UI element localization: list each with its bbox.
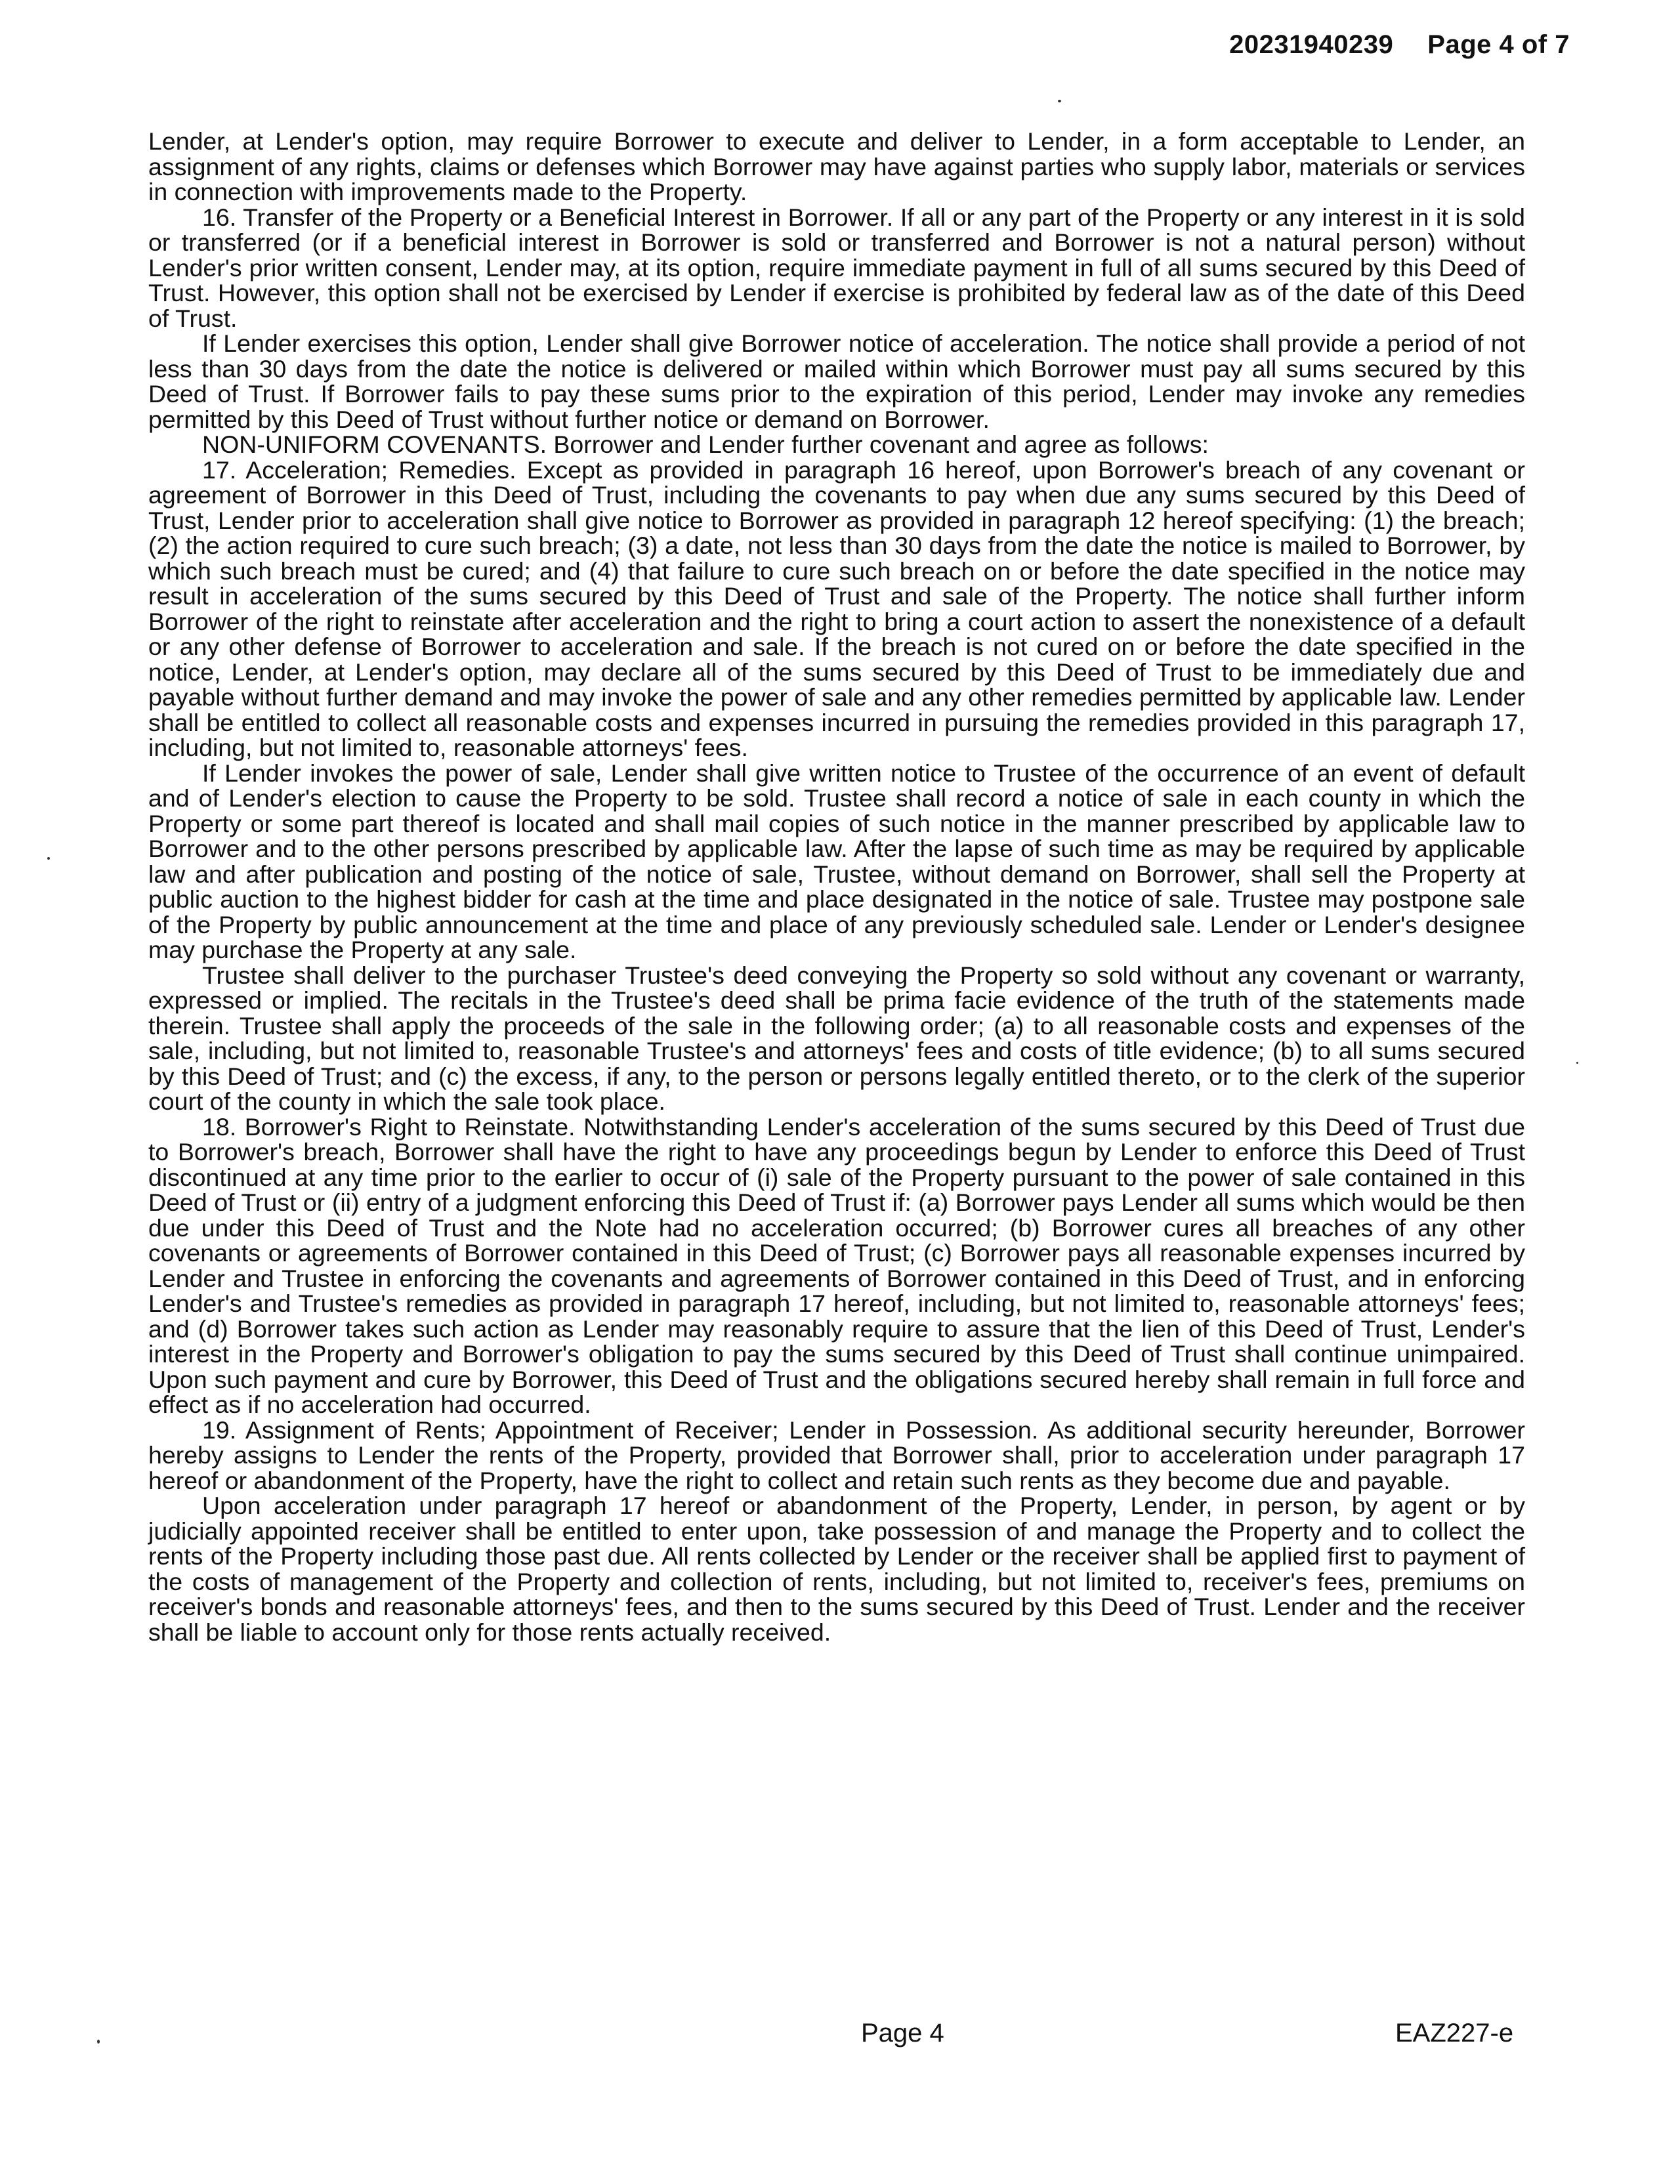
paragraph-19-assignment-of-rents: 19. Assignment of Rents; Appointment of Receiver; Lender in Possession. As additional security hereunder, Borrower hereby assigns to Lender the rents of the Property, provided that Borrower shall, prior to acceleration under paragraph 17 hereof or abandonment of the Property, have the right to collect and retain such rents as they become due and payable.: [148, 1416, 1525, 1494]
paragraph-19-receiver: Upon acceleration under paragraph 17 hereof or abandonment of the Property, Lender, in person, by agent or by judicially appointed receiver shall be entitled to enter upon, take possession of and manage the Property and to collect the rents of the Property including those past due. All rents collected by Lender or the receiver shall be applied first to payment of the costs of management of the Property and collection of rents, including, but not limited to, receiver's fees, premiums on receiver's bonds and reasonable attorneys' fees, and then to the sums secured by this Deed of Trust. Lender and the receiver shall be liable to account only for those rents actually received.: [148, 1492, 1525, 1646]
footer-form-code: EAZ227-e: [1395, 2019, 1514, 2048]
document-number: 20231940239: [1229, 30, 1394, 59]
scan-speck: [97, 2040, 100, 2044]
page-of-label: Page 4 of 7: [1427, 30, 1570, 59]
paragraph-16-acceleration-notice: If Lender exercises this option, Lender shall give Borrower notice of acceleration. The notice shall provide a period of not less than 30 days from the date the notice is delivered or mailed within which Borrower must pay all sums secured by this Deed of Trust. If Borrower fails to pay these sums prior to the expiration of this period, Lender may invoke any remedies permitted by this Deed of Trust without further notice or demand on Borrower.: [148, 329, 1525, 433]
footer-page-number: Page 4: [861, 2019, 944, 2048]
paragraph-non-uniform-covenants: NON-UNIFORM COVENANTS. Borrower and Lender further covenant and agree as follows:: [202, 430, 1209, 458]
paragraph-17-trustee-deed: Trustee shall deliver to the purchaser Trustee's deed conveying the Property so sold without any covenant or warranty, expressed or implied. The recitals in the Trustee's deed shall be prima facie evidence of the truth of the statements made therein. Trustee shall apply the proceeds of the sale in the following order; (a) to all reasonable costs and expenses of the sale, including, but not limited to, reasonable Trustee's and attorneys' fees and costs of title evidence; (b) to all sums secured by this Deed of Trust; and (c) the excess, if any, to the person or persons legally entitled thereto, or to the clerk of the superior court of the county in which the sale took place.: [148, 961, 1525, 1115]
scan-speck: [1058, 100, 1061, 102]
document-body: [148, 129, 1525, 1645]
paragraph-17-power-of-sale: If Lender invokes the power of sale, Lender shall give written notice to Trustee of the occurrence of an event of default and of Lender's election to cause the Property to be sold. Trustee shall record a notice of sale in each county in which the Property or some part thereof is located and shall mail copies of such notice in the manner prescribed by applicable law to Borrower and to the other persons prescribed by applicable law. After the lapse of such time as may be required by applicable law and after publication and posting of the notice of sale, Trustee, without demand on Borrower, shall sell the Property at public auction to the highest bidder for cash at the time and place designated in the notice of sale. Trustee may postpone sale of the Property by public announcement at the time and place of any previously scheduled sale. Lender or Lender's designee may purchase the Property at any sale.: [148, 759, 1525, 963]
scan-speck: [1576, 1062, 1578, 1064]
scan-speck: [47, 857, 50, 860]
paragraph-lender-option: Lender, at Lender's option, may require Borrower to execute and deliver to Lender, in a form acceptable to Lender, an assignment of any rights, claims or defenses which Borrower may have against parties who supply labor, materials or services in connection with improvements made to the Property.: [148, 127, 1525, 205]
page-header: [1229, 30, 1570, 60]
paragraph-18-right-to-reinstate: 18. Borrower's Right to Reinstate. Notwithstanding Lender's acceleration of the sums secured by this Deed of Trust due to Borrower's breach, Borrower shall have the right to have any proceedings begun by Lender to enforce this Deed of Trust discontinued at any time prior to the earlier to occur of (i) sale of the Property pursuant to the power of sale contained in this Deed of Trust or (ii) entry of a judgment enforcing this Deed of Trust if: (a) Borrower pays Lender all sums which would be then due under this Deed of Trust and the Note had no acceleration occurred; (b) Borrower cures all breaches of any other covenants or agreements of Borrower contained in this Deed of Trust; (c) Borrower pays all reasonable expenses incurred by Lender and Trustee in enforcing the covenants and agreements of Borrower contained in this Deed of Trust, and in enforcing Lender's and Trustee's remedies as provided in paragraph 17 hereof, including, but not limited to, reasonable attorneys' fees; and (d) Borrower takes such action as Lender may reasonably require to assure that the lien of this Deed of Trust, Lender's interest in the Property and Borrower's obligation to pay the sums secured by this Deed of Trust shall continue unimpaired. Upon such payment and cure by Borrower, this Deed of Trust and the obligations secured hereby shall remain in full force and effect as if no acceleration had occurred.: [148, 1112, 1525, 1418]
paragraph-17-acceleration-remedies: 17. Acceleration; Remedies. Except as provided in paragraph 16 hereof, upon Borrower's breach of any covenant or agreement of Borrower in this Deed of Trust, including the covenants to pay when due any sums secured by this Deed of Trust, Lender prior to acceleration shall give notice to Borrower as provided in paragraph 12 hereof specifying: (1) the breach; (2) the action required to cure such breach; (3) a date, not less than 30 days from the date the notice is mailed to Borrower, by which such breach must be cured; and (4) that failure to cure such breach on or before the date specified in the notice may result in acceleration of the sums secured by this Deed of Trust and sale of the Property. The notice shall further inform Borrower of the right to reinstate after acceleration and the right to bring a court action to assert the nonexistence of a default or any other defense of Borrower to acceleration and sale. If the breach is not cured on or before the date specified in the notice, Lender, at Lender's option, may declare all of the sums secured by this Deed of Trust to be immediately due and payable without further demand and may invoke the power of sale and any other remedies permitted by applicable law. Lender shall be entitled to collect all reasonable costs and expenses incurred in pursuing the remedies provided in this paragraph 17, including, but not limited to, reasonable attorneys' fees.: [148, 455, 1525, 761]
paragraph-16-transfer: 16. Transfer of the Property or a Beneficial Interest in Borrower. If all or any part of the Property or any interest in it is sold or transferred (or if a beneficial interest in Borrower is sold or transferred and Borrower is not a natural person) without Lender's prior written consent, Lender may, at its option, require immediate payment in full of all sums secured by this Deed of Trust. However, this option shall not be exercised by Lender if exercise is prohibited by federal law as of the date of this Deed of Trust.: [148, 203, 1525, 332]
